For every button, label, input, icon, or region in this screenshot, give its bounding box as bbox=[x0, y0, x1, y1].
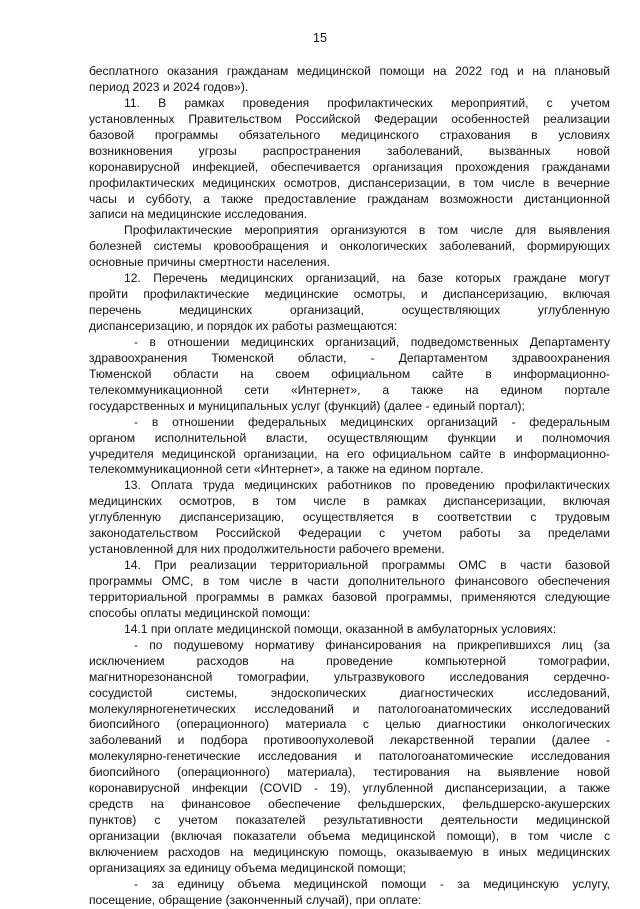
text-line: основные причины смертности населения. bbox=[89, 255, 330, 270]
text-line: исключением расходов на проведение компьютерной томографии, bbox=[89, 653, 610, 668]
text-line: телекоммуникационной сети «Интернет», а также на едином портале bbox=[89, 382, 610, 397]
text-line: 14. При реализации территориальной программы ОМС в части базовой bbox=[124, 558, 610, 573]
text-line: установленной для них продолжительности рабочего времени. bbox=[89, 542, 445, 557]
text-line: коронавирусной инфекцией, обеспечивается организация прохождения гражданами bbox=[89, 159, 610, 174]
text-line: 13. Оплата труда медицинских работников по проведению профилактических bbox=[124, 478, 610, 493]
text-line: телекоммуникационной сети «Интернет», а также на едином портале. bbox=[89, 462, 484, 477]
text-line: территориальной программы в рамках базовой программы, применяются следующие bbox=[89, 589, 610, 604]
document-body bbox=[89, 64, 610, 909]
text-line: часы и субботу, а также предоставление гражданам возможности дистанционной bbox=[89, 191, 610, 206]
text-line: 14.1 при оплате медицинской помощи, оказанной в амбулаторных условиях: bbox=[124, 621, 557, 636]
text-line: пройти профилактические медицинские осмотры, и диспансеризацию, включая bbox=[89, 287, 610, 302]
text-line: органом исполнительной власти, осуществляющим функции и полномочия bbox=[89, 430, 610, 445]
text-line: государственных и муниципальных услуг (функций) (далее - единый портал); bbox=[89, 398, 525, 413]
text-line: организации (включая показатели объема медицинской помощи), в том числе с bbox=[89, 829, 610, 843]
text-line: законодательством Российской Федерации с учетом работы за пределами bbox=[89, 526, 610, 541]
text-line: - в отношении медицинских организаций, подведомственных Департаменту bbox=[134, 334, 610, 349]
text-line: молекулярно-генетические исследования и патологоанатомические исследования bbox=[89, 749, 610, 764]
text-line: сосудистой системы, эндоскопических диагностических исследований, bbox=[89, 685, 610, 700]
text-line: средств на финансовое обеспечение фельдшерских, фельдшерско-акушерских bbox=[89, 797, 610, 812]
text-line: период 2023 и 2024 годов»). bbox=[89, 79, 249, 94]
text-line: коронавирусной инфекции (COVID - 19), углубленной диспансеризации, а также bbox=[89, 781, 610, 796]
text-line: биопсийного (операционного) материала), тестирования на выявление новой bbox=[89, 765, 610, 780]
text-line: молекулярногенетических исследований и патологоанатомических исследований bbox=[89, 701, 610, 716]
text-line: организациях за единицу объема медицинской помощи; bbox=[89, 860, 406, 875]
text-line: способы оплаты медицинской помощи: bbox=[89, 605, 311, 620]
text-line: программы ОМС, в том числе в части дополнительного финансового обеспечения bbox=[89, 574, 610, 588]
text-line: - за единицу объема медицинской помощи - за медицинскую услугу, bbox=[134, 876, 610, 891]
text-line: возникновения угрозы распространения заболеваний, вызванных новой bbox=[89, 143, 610, 158]
text-line: диспансеризацию, и порядок их работы размещаются: bbox=[89, 319, 398, 333]
text-line: 11. В рамках проведения профилактических мероприятий, с учетом bbox=[124, 95, 610, 110]
text-line: магнитнорезонансной томографии, ультразвукового исследования сердечно- bbox=[89, 669, 610, 684]
text-line: болезней системы кровообращения и онкологических заболеваний, формирующих bbox=[89, 239, 610, 254]
text-line: профилактических медицинских осмотров, диспансеризации, в том числе в вечерние bbox=[89, 175, 610, 190]
text-line: здравоохранения Тюменской области, - Департаментом здравоохранения bbox=[89, 350, 610, 365]
text-line: - по подушевому нормативу финансирования на прикрепившихся лиц (за bbox=[134, 637, 610, 652]
text-line: посещение, обращение (законченный случай), при оплате: bbox=[89, 892, 422, 907]
text-line: углубленную диспансеризацию, осуществляется в соответствии с трудовым bbox=[89, 510, 610, 525]
text-line: биопсийного (операционного) материала с целью диагностики онкологических bbox=[89, 717, 610, 732]
text-line: - в отношении федеральных медицинских организаций - федеральным bbox=[134, 414, 610, 429]
text-line: установленных Правительством Российской Федерации особенностей реализации bbox=[89, 111, 610, 126]
text-line: пунктов) с учетом показателей результативности деятельности медицинской bbox=[89, 813, 610, 828]
text-line: Тюменской области на своем официальном сайте в информационно- bbox=[89, 366, 610, 381]
text-line: 12. Перечень медицинских организаций, на базе которых граждане могут bbox=[124, 271, 610, 286]
text-line: базовой программы обязательного медицинского страхования в условиях bbox=[89, 127, 610, 142]
text-line: бесплатного оказания гражданам медицинской помощи на 2022 год и на плановый bbox=[89, 64, 610, 78]
text-line: Профилактические мероприятия организуются в том числе для выявления bbox=[124, 223, 610, 238]
text-line: включением расходов на медицинскую помощь, оказываемую в иных медицинских bbox=[89, 844, 610, 859]
page-number: 15 bbox=[313, 31, 327, 45]
text-line: учредителя медицинской организации, на его официальном сайте в информационно- bbox=[89, 446, 610, 461]
text-line: медицинских осмотров, в том числе в рамках диспансеризации, включая bbox=[89, 494, 610, 509]
text-line: перечень медицинских организаций, осуществляющих углубленную bbox=[89, 303, 610, 318]
text-line: записи на медицинские исследования. bbox=[89, 207, 308, 222]
text-line: заболеваний и подбора противоопухолевой лекарственной терапии (далее - bbox=[89, 733, 610, 748]
